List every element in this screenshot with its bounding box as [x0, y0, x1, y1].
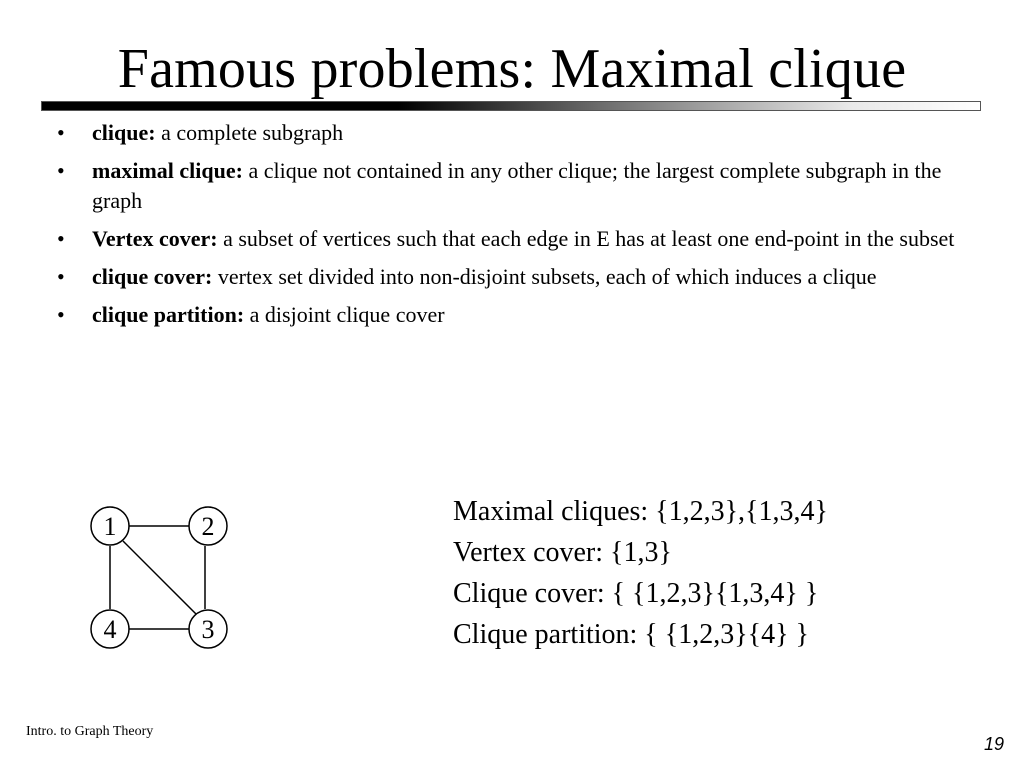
graph-examples: [453, 491, 828, 655]
bullet-definition: a clique not contained in any other clique; the largest complete subgraph in the graph: [92, 158, 942, 213]
vertex-cover-example: Vertex cover: {1,3}: [453, 537, 672, 568]
bullet-dot: •: [57, 264, 65, 289]
bullet-item: [57, 118, 957, 148]
bullet-term: Vertex cover:: [92, 226, 218, 251]
maximal-cliques-example: Maximal cliques: {1,2,3},{1,3,4}: [453, 496, 828, 527]
bullet-definition: a complete subgraph: [155, 120, 344, 145]
bullet-item: [57, 262, 957, 292]
slide-number: 19: [983, 734, 1004, 754]
bullet-term: maximal clique:: [92, 158, 243, 183]
bullet-dot: •: [57, 158, 65, 183]
bullet-definition: a disjoint clique cover: [244, 302, 445, 327]
bullet-item: [57, 224, 957, 254]
edge-1-3: [123, 541, 196, 614]
clique-partition-example: Clique partition: { {1,2,3}{4} }: [453, 619, 809, 650]
graph-node-4: [91, 610, 129, 648]
bullet-dot: •: [57, 120, 65, 145]
bullet-term: clique partition:: [92, 302, 245, 327]
graph-diagram: [85, 500, 255, 670]
footer-course-title: Intro. to Graph Theory: [26, 724, 154, 739]
bullet-definition: a subset of vertices such that each edge in E has at least one end-point in the subset: [217, 226, 955, 251]
bullet-item: [57, 156, 957, 216]
bullet-item: [57, 300, 957, 330]
graph-node-2: [189, 507, 227, 545]
node-label: 3: [201, 615, 215, 644]
graph-node-3: [189, 610, 227, 648]
bullet-term: clique cover:: [92, 264, 213, 289]
node-label: 1: [103, 512, 117, 541]
bullet-dot: •: [57, 226, 65, 251]
slide-title: Famous problems: Maximal clique: [117, 38, 907, 100]
graph-node-1: [91, 507, 129, 545]
node-label: 4: [103, 615, 117, 644]
bullet-list: [57, 118, 957, 338]
bullet-dot: •: [57, 302, 65, 327]
bullet-definition: vertex set divided into non-disjoint subsets, each of which induces a clique: [212, 264, 877, 289]
title-divider: [41, 101, 981, 111]
node-label: 2: [201, 512, 215, 541]
bullet-term: clique:: [92, 120, 156, 145]
clique-cover-example: Clique cover: { {1,2,3}{1,3,4} }: [453, 578, 819, 609]
